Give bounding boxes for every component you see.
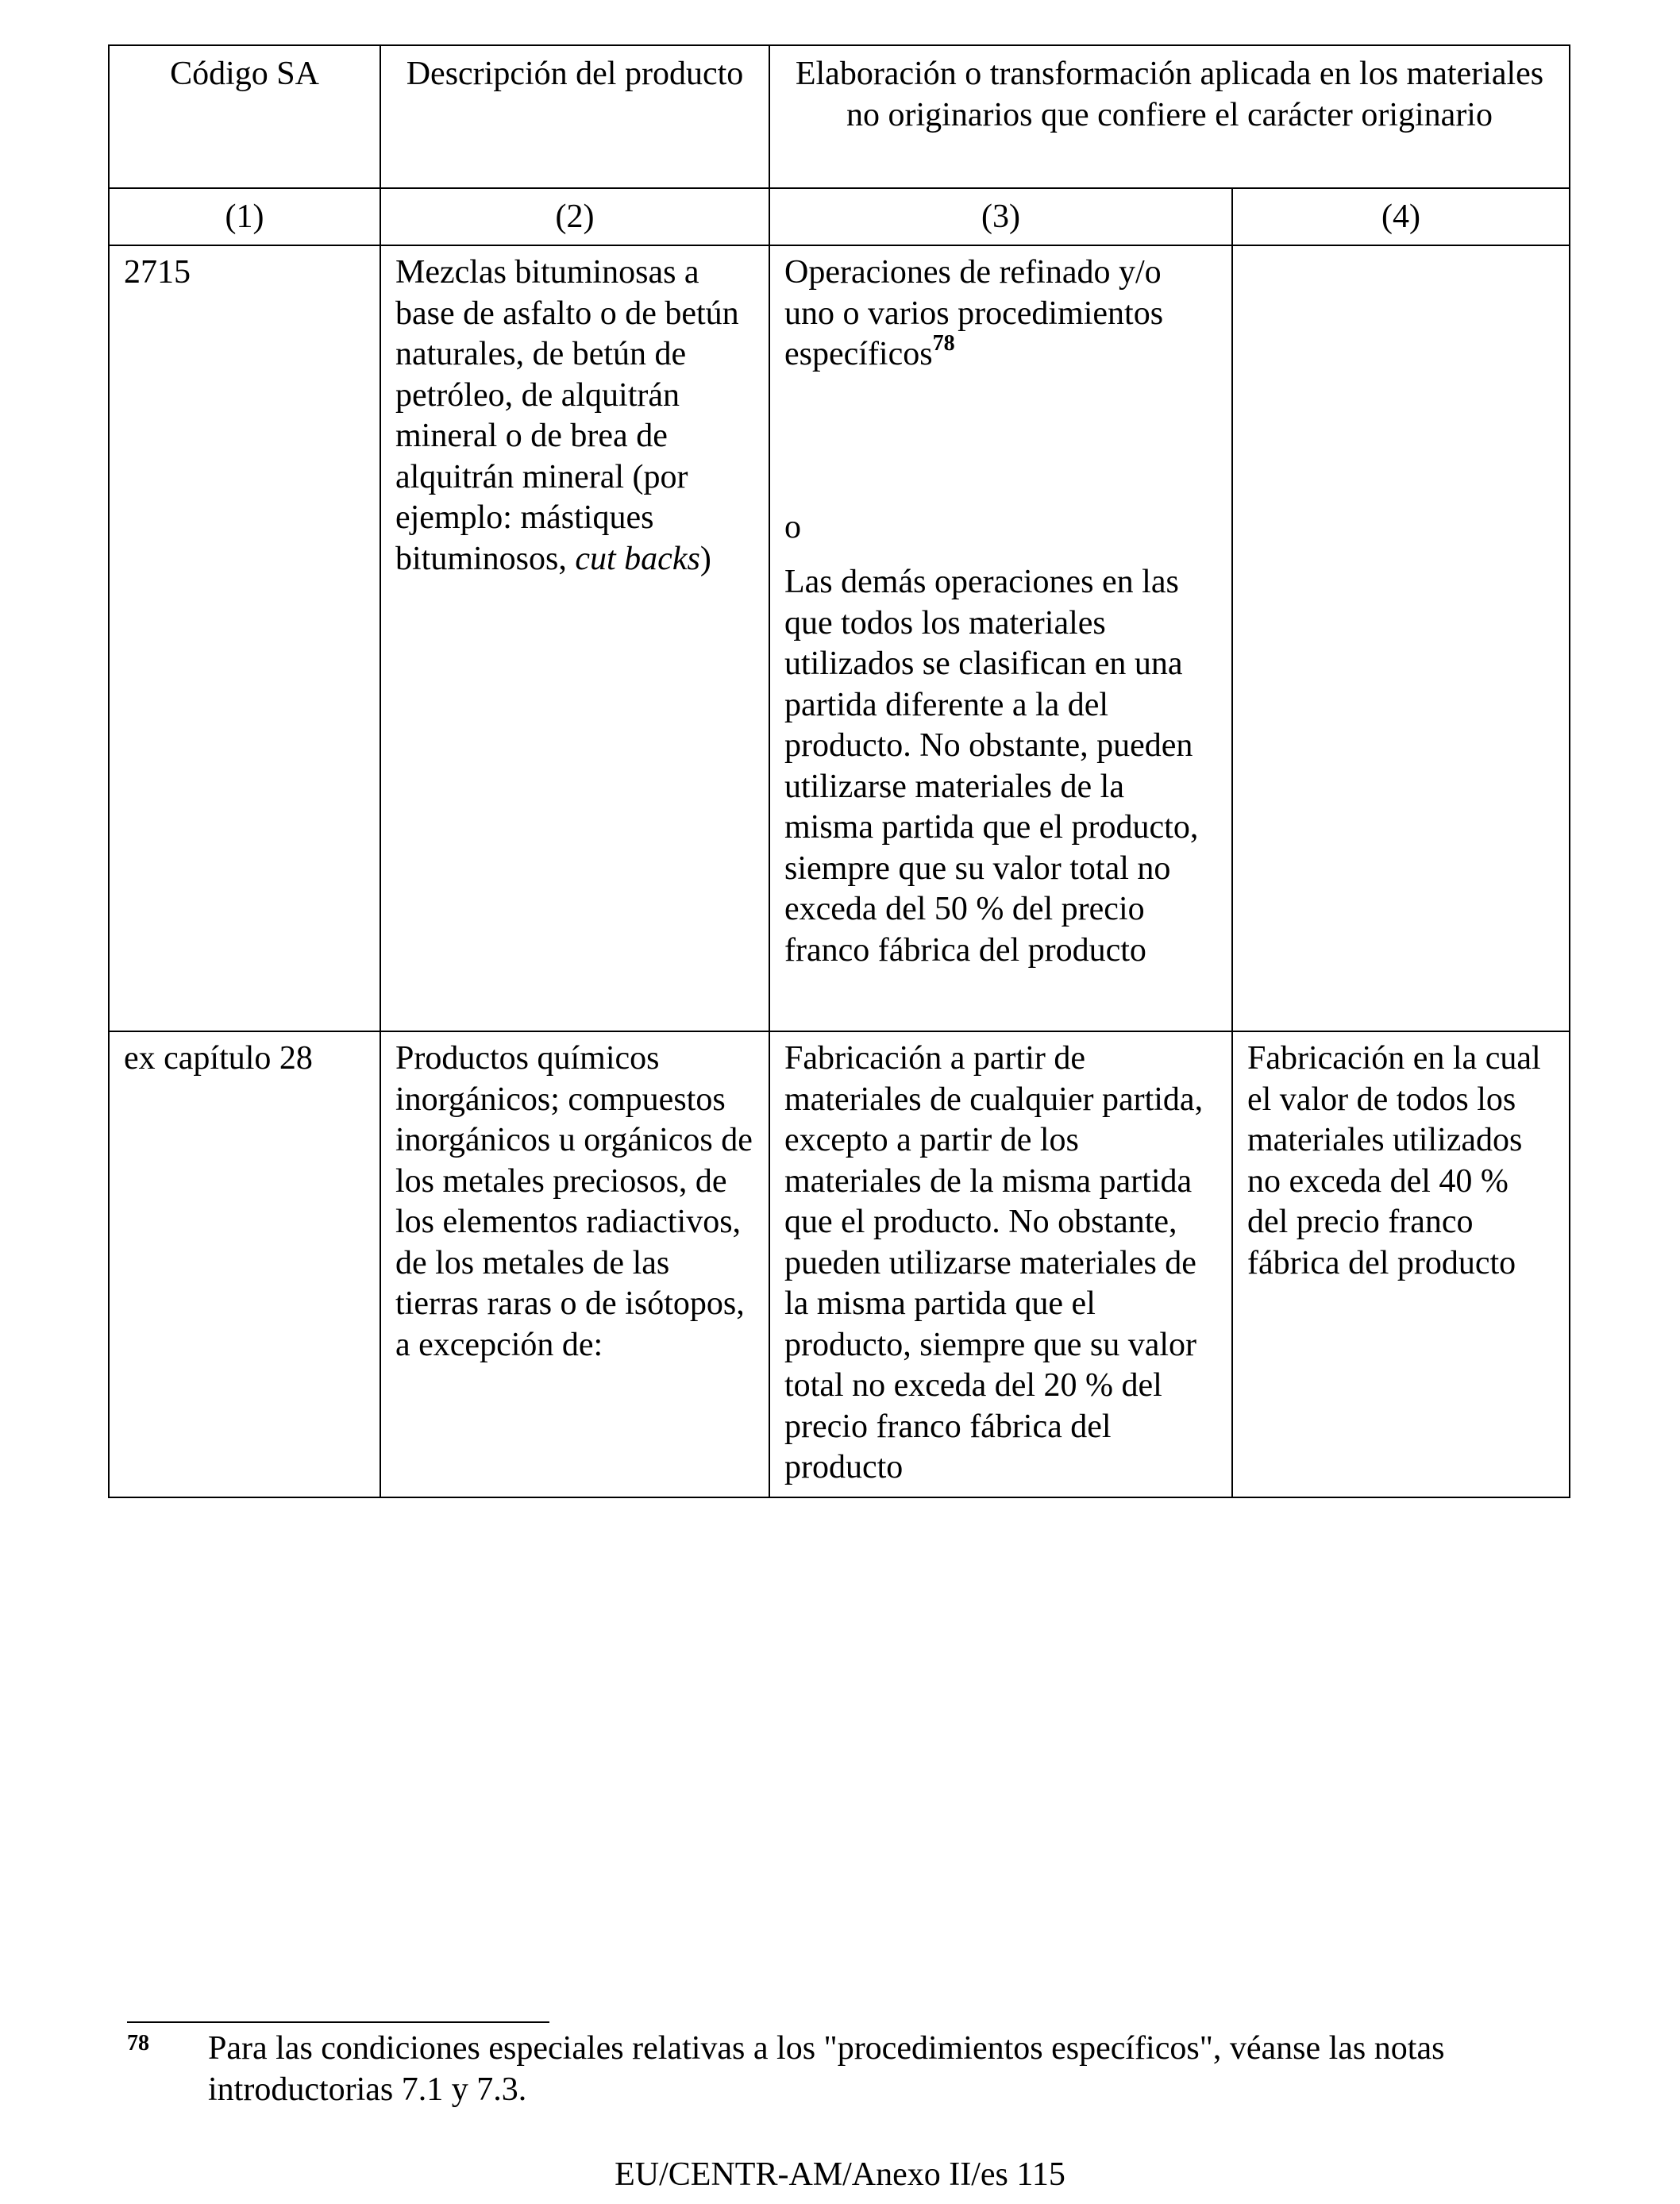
hs-code-cell: ex capítulo 28 [109, 1031, 380, 1497]
column-number-2: (2) [380, 188, 769, 245]
hs-code-cell: 2715 [109, 245, 380, 1031]
table-row [109, 1031, 1570, 1497]
footnote-separator [127, 2021, 549, 2023]
column-number-row [109, 188, 1570, 245]
description-end-text: ) [699, 540, 711, 577]
rule-other-operations: Las demás operaciones en las que todos los materiales utilizados se clasifican en una partida diferente a la del producto. No obstante, pueden utilizarse materiales de la misma partida que el producto, siempre que su valor total no exceda del 50 % del precio franco fábrica del producto [784, 564, 1199, 969]
footnote-number: 78 [127, 2031, 149, 2056]
page-footer: EU/CENTR-AM/Anexo II/es 115 [615, 2156, 1065, 2193]
footnote-text: Para las condiciones especiales relativas a los "procedimientos específicos", véanse las notas introductorias 7.1 y 7.3. [208, 2030, 1445, 2108]
alternative-rule-cell [1232, 245, 1570, 1031]
description-text: Mezclas bituminosas a base de asfalto o de betún naturales, de betún de petróleo, de alquitrán mineral o de brea de alquitrán mineral (por ejemplo: mástiques bituminosos, [395, 254, 739, 577]
alternative-rule-cell: Fabricación en la cual el valor de todos los materiales utilizados no exceda del 40 % del precio franco fábrica del producto [1232, 1031, 1570, 1497]
table-row [109, 245, 1570, 1031]
processing-rule-cell: Fabricación a partir de materiales de cualquier partida, excepto a partir de los materiales de la misma partida que el producto. No obstante, pueden utilizarse materiales de la misma partida que el producto, siempre que su valor total no exceda del 20 % del precio franco fábrica del producto [769, 1031, 1232, 1497]
header-hs-code: Código SA [109, 45, 380, 188]
rules-of-origin-table [108, 44, 1570, 1498]
column-number-4: (4) [1232, 188, 1570, 245]
description-italic-text: cut backs [575, 540, 700, 577]
product-description-cell [380, 245, 769, 1031]
header-product-description: Descripción del producto [380, 45, 769, 188]
rule-or-separator: o [784, 508, 801, 545]
table-header-row [109, 45, 1570, 188]
rule-refining-text: Operaciones de refinado y/o uno o varios procedimientos específicos [784, 254, 1164, 372]
header-working-or-processing: Elaboración o transformación aplicada en los materiales no originarios que confiere el carácter originario [769, 45, 1570, 188]
rule-refining-operations [784, 252, 1217, 376]
footnote-reference: 78 [932, 331, 955, 356]
footnote [127, 2029, 1540, 2110]
column-number-3: (3) [769, 188, 1232, 245]
product-description-cell: Productos químicos inorgánicos; compuestos inorgánicos u orgánicos de los metales preciosos, de los elementos radiactivos, de los metales de las tierras raras o de isótopos, a excepción de: [380, 1031, 769, 1497]
column-number-1: (1) [109, 188, 380, 245]
processing-rule-cell [769, 245, 1232, 1031]
